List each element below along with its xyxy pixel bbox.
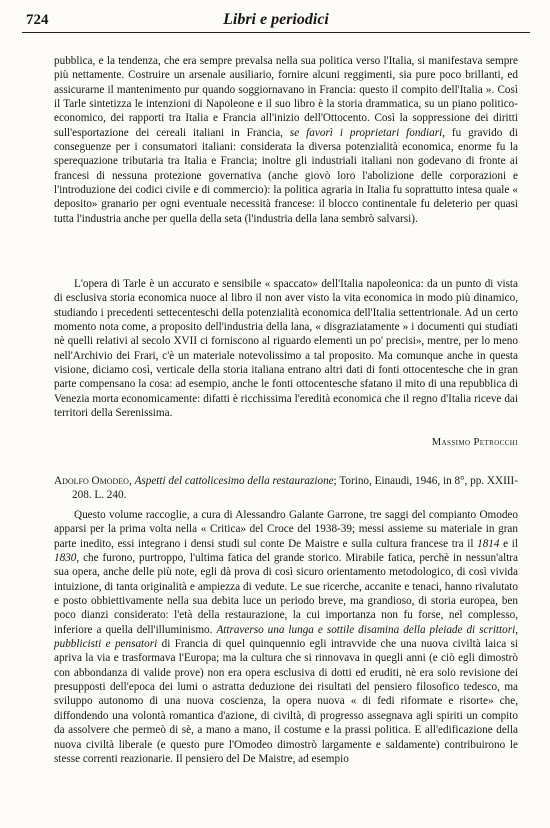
review2-p3-text-a: Questo volume raccoglie, a cura di Alessandro Galante Garrone, tre saggi del compianto Omodeo apparsi per la prima volta nella « Critica» del Croce del 1938-39; messi assieme su materiale in gran parte inedito, essi integrano i densi studi sul conte De Maistre e sulla cultura francese tra il [54,509,518,550]
review2-p3-text-c: , che furono, purtroppo, l'ultima fatica del grande storico. Mirabile fatica, perchè in nessun'altra sua opera, anche delle più note, egli dà prova di così sicuro orientamento metodologico, di così vivida intuizione, di tanta originalità e ampiezza di vedute. Le sue ricerche, accanite e tenaci, hanno rivalutato e posto obbiettivamente nella sua debita luce un periodo breve, ma grandioso, di storia europea, ben poco dianzi considerato: l'età della restaurazione, la cui importanza non fu forse, nel complesso, inferiore a quella dell'illuminismo. [54,552,518,636]
running-header [22,10,530,33]
review2-author: Adolfo Omodeo [54,475,129,487]
review2-paragraph-1 [54,508,518,766]
review2-p3-text-b: e il [499,537,518,550]
review2-p3-italic: Attraverso una lunga e sottile disamina della pleiade di scrittori, pubblicisti e pensatori [54,623,518,651]
review1-paragraph-1 [54,54,518,226]
review1-p1-italic: se favorì i proprietari fondiari [289,126,443,139]
review1-p1-text-b: , fu gravido di conseguenze per i consumatori italiani: considerata la diversa potenzialità economica, enorme fu la sperequazione tributaria tra Italia e Francia; inoltre gli industriali italiani non godevano di fronte ai francesi di nessuna protezione governativa (anche giovò loro l'abolizione delle corporazioni e l'introduzione dei codici civile e di commercio): la politica agraria in Italia fu soprattutto intesa quale « deposito» granario per ogni eventuale necessità francese: il blocco continentale fu deleterio per quasi tutta l'industria anche per quella della seta (l'industria della lana sembrò salvarsi). [54,126,518,225]
page-number: 724 [26,12,49,28]
review2-year-2: 1830 [54,552,77,565]
running-title: Libri e periodici [223,11,329,28]
review2-reference: Adolfo Omodeo, Aspetti del cattolicesimo della restaurazione; Torino, Einaudi, 1946, in 8°, pp. XXIII-208. L. 240. [54,475,518,502]
review2-year-1: 1814 [477,537,500,550]
review2-p3-text-d: di Francia di quel quinquennio egli intravvide che una nuova civiltà laica si apriva la via e trasformava l'Europa; ma la cultura che si rinnovava in quegli anni (e ciò egli dimostrò con abbondanza di valide prove) non era opera esclusiva di dotti ed eruditi, nè era solo revisione dei presupposti dell'epoca dei lumi o astratta deduzione dei risultati del pensiero filosofico tedesco, ma sviluppo autonomo di una nuova coscienza, la opera nuova « di fedi riformate e risorte» che, diffondendo una volontà romantica d'azione, di civiltà, di progresso assegnava agli spiriti un compito da assolvere che permeò di sè, a mano a mano, il costume e la prassi politica. E all'edificazione della nuova civiltà liberale (e questo pure l'Omodeo dimostrò largamente e saldamente) contribuirono le stesse correnti reazionarie. Il pensiero del De Maistre, ad esempio [54,638,519,765]
review2-publication: ; Torino, Einaudi, 1946, in 8°, pp. XXIII-208. L. 240. [72,475,518,502]
review1-signature: Massimo Petrocchi [431,437,518,448]
review1-p1-text-a: pubblica, e la tendenza, che era sempre prevalsa nella sua politica verso l'Italia, si manifestava sempre più nettamente. Costruire un arsenale ausiliario, fornire alcuni reggimenti, sia pure poco brillanti, ed assicurarne il mantenimento pur quando soggiornavano in Francia: questo il compito dell'Italia ». Così il Tarle sintetizza le intenzioni di Napoleone e il suo libro è la storia drammatica, su un piano politico-economico, dei rapporti tra Italia e Francia all'inizio dell'Ottocento. Così la soppressione dei diritti sull'esportazione dei cereali italiani in Francia, [54,55,518,139]
review1-paragraph-2: L'opera di Tarle è un accurato e sensibile « spaccato» dell'Italia napoleonica: da un punto di vista di esclusiva storia economica nuoce al libro il non aver visto la vita economica in modo più dinamico, studiando i precedenti settecenteschi della potenzialità economica dell'Italia settentrionale. Ad un certo momento nota come, a proposito dell'industria della lana, « disgraziatamente » i documenti qui studiati nè quelli relativi al secolo XVII ci forniscono al riguardo elementi un po' precisi», mentre, per lo meno nell'Archivio dei Frari, c'è un materiale notevolissimo a tal proposito. Ma comunque anche in questa visione, diciamo così, verticale della storia italiana entrano altri dati di fonti ottocentesche che in gran parte compensano la cosa: ad esempio, anche le fonti ottocentesche sfatano il mito di una repubblica di Venezia morta economicamente: difatti è ricchissima l'eredità economica che il regno d'Italia riceve dai territori della Serenissima. [54,278,518,420]
review2-title: Aspetti del cattolicesimo della restaurazione [134,475,334,487]
